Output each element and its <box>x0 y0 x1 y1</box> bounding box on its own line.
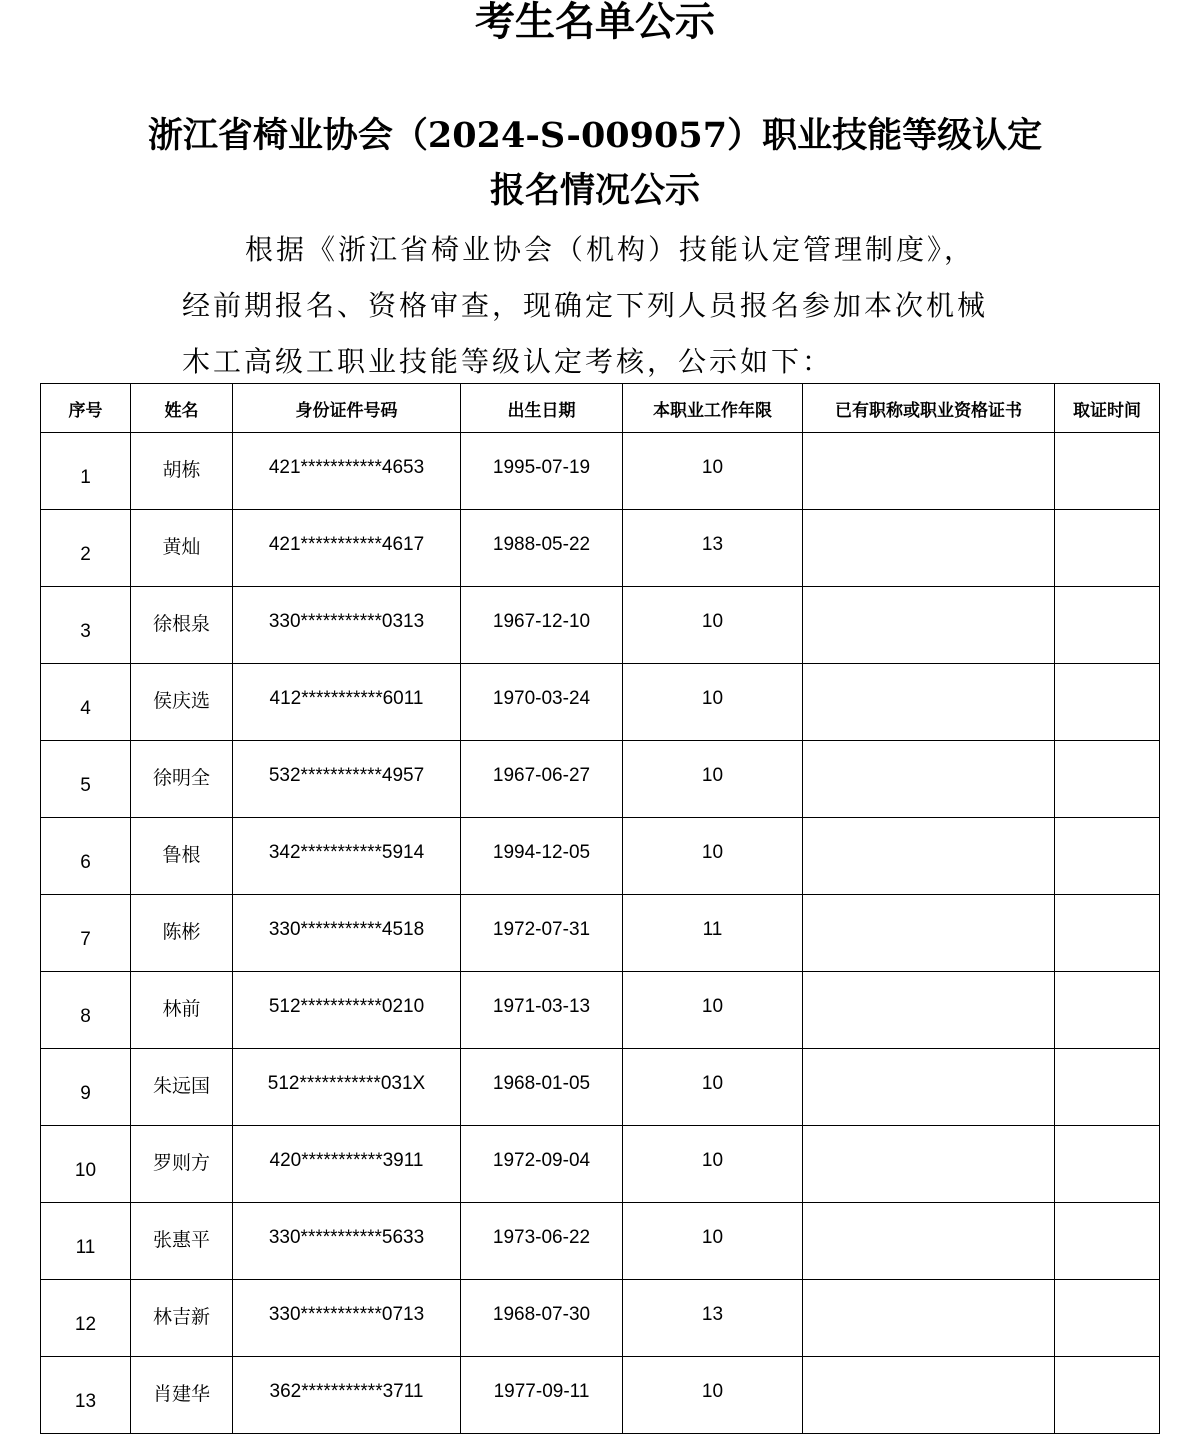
birth-date-cell: 1995-07-19 <box>461 433 623 510</box>
table-row <box>41 1357 1160 1434</box>
notice-title-line2: 报名情况公示 <box>489 170 700 211</box>
certificate-cell <box>803 1126 1055 1203</box>
row-number-cell: 11 <box>41 1203 131 1280</box>
birth-date-cell: 1967-12-10 <box>461 587 623 664</box>
birth-date-cell: 1988-05-22 <box>461 510 623 587</box>
candidate-name-cell: 徐明全 <box>131 741 233 818</box>
id-number-cell: 342***********5914 <box>233 818 461 895</box>
certificate-cell <box>803 433 1055 510</box>
work-years-cell: 10 <box>623 1049 803 1126</box>
id-number-cell: 512***********0210 <box>233 972 461 1049</box>
certificate-cell <box>803 1280 1055 1357</box>
certificate-date-cell <box>1055 1203 1160 1280</box>
row-number-cell: 13 <box>41 1357 131 1434</box>
header-cell: 已有职称或职业资格证书 <box>803 384 1055 433</box>
birth-date-cell: 1977-09-11 <box>461 1357 623 1434</box>
id-number-cell: 330***********0713 <box>233 1280 461 1357</box>
birth-date-cell: 1967-06-27 <box>461 741 623 818</box>
candidate-table <box>40 383 1160 1434</box>
work-years-cell: 10 <box>623 741 803 818</box>
table-row <box>41 895 1160 972</box>
notice-paragraph-line3: 木工高级工职业技能等级认定考核，公示如下： <box>182 345 834 378</box>
certificate-cell <box>803 1203 1055 1280</box>
row-number-cell: 9 <box>41 1049 131 1126</box>
work-years-cell: 13 <box>623 510 803 587</box>
certificate-date-cell <box>1055 1280 1160 1357</box>
work-years-cell: 10 <box>623 1357 803 1434</box>
header-cell: 身份证件号码 <box>233 384 461 433</box>
table-row <box>41 1280 1160 1357</box>
birth-date-cell: 1971-03-13 <box>461 972 623 1049</box>
row-number-cell: 4 <box>41 664 131 741</box>
id-number-cell: 330***********5633 <box>233 1203 461 1280</box>
header-cell: 序号 <box>41 384 131 433</box>
candidate-name-cell: 肖建华 <box>131 1357 233 1434</box>
candidate-name-cell: 胡栋 <box>131 433 233 510</box>
work-years-cell: 10 <box>623 1126 803 1203</box>
certificate-cell <box>803 1357 1055 1434</box>
work-years-cell: 11 <box>623 895 803 972</box>
certificate-date-cell <box>1055 1126 1160 1203</box>
work-years-cell: 10 <box>623 433 803 510</box>
notice-paragraph-line1: 根据《浙江省椅业协会（机构）技能认定管理制度》， <box>245 233 976 266</box>
table-row <box>41 1203 1160 1280</box>
row-number-cell: 5 <box>41 741 131 818</box>
birth-date-cell: 1972-07-31 <box>461 895 623 972</box>
row-number-cell: 10 <box>41 1126 131 1203</box>
birth-date-cell: 1968-07-30 <box>461 1280 623 1357</box>
candidate-name-cell: 张惠平 <box>131 1203 233 1280</box>
birth-date-cell: 1972-09-04 <box>461 1126 623 1203</box>
header-cell: 姓名 <box>131 384 233 433</box>
certificate-date-cell <box>1055 664 1160 741</box>
certificate-date-cell <box>1055 433 1160 510</box>
birth-date-cell: 1973-06-22 <box>461 1203 623 1280</box>
certificate-cell <box>803 510 1055 587</box>
candidate-name-cell: 徐根泉 <box>131 587 233 664</box>
id-number-cell: 330***********4518 <box>233 895 461 972</box>
candidate-name-cell: 林吉新 <box>131 1280 233 1357</box>
certificate-date-cell <box>1055 895 1160 972</box>
birth-date-cell: 1970-03-24 <box>461 664 623 741</box>
row-number-cell: 1 <box>41 433 131 510</box>
page-title: 考生名单公示 <box>475 0 715 45</box>
table-row <box>41 741 1160 818</box>
row-number-cell: 7 <box>41 895 131 972</box>
work-years-cell: 10 <box>623 664 803 741</box>
certificate-cell <box>803 587 1055 664</box>
row-number-cell: 3 <box>41 587 131 664</box>
work-years-cell: 10 <box>623 818 803 895</box>
notice-paragraph-line2: 经前期报名、资格审查，现确定下列人员报名参加本次机械 <box>182 289 989 322</box>
table-row <box>41 510 1160 587</box>
certificate-cell <box>803 818 1055 895</box>
id-number-cell: 330***********0313 <box>233 587 461 664</box>
certificate-date-cell <box>1055 818 1160 895</box>
birth-date-cell: 1994-12-05 <box>461 818 623 895</box>
row-number-cell: 6 <box>41 818 131 895</box>
certificate-date-cell <box>1055 510 1160 587</box>
table-row <box>41 433 1160 510</box>
candidate-name-cell: 朱远国 <box>131 1049 233 1126</box>
birth-date-cell: 1968-01-05 <box>461 1049 623 1126</box>
candidate-name-cell: 鲁根 <box>131 818 233 895</box>
certificate-cell <box>803 895 1055 972</box>
work-years-cell: 10 <box>623 1203 803 1280</box>
certificate-date-cell <box>1055 1049 1160 1126</box>
candidate-name-cell: 黄灿 <box>131 510 233 587</box>
table-row <box>41 664 1160 741</box>
certificate-date-cell <box>1055 587 1160 664</box>
id-number-cell: 512***********031X <box>233 1049 461 1126</box>
row-number-cell: 8 <box>41 972 131 1049</box>
candidate-name-cell: 陈彬 <box>131 895 233 972</box>
table-header-row <box>41 384 1160 433</box>
notice-title-line1: 浙江省椅业协会（2024-S-009057）职业技能等级认定 <box>147 115 1043 156</box>
certificate-cell <box>803 664 1055 741</box>
id-number-cell: 421***********4653 <box>233 433 461 510</box>
table-row <box>41 1049 1160 1126</box>
candidate-name-cell: 林前 <box>131 972 233 1049</box>
certificate-date-cell <box>1055 741 1160 818</box>
certificate-cell <box>803 972 1055 1049</box>
id-number-cell: 412***********6011 <box>233 664 461 741</box>
certificate-cell <box>803 1049 1055 1126</box>
certificate-date-cell <box>1055 1357 1160 1434</box>
header-cell: 出生日期 <box>461 384 623 433</box>
work-years-cell: 10 <box>623 972 803 1049</box>
id-number-cell: 421***********4617 <box>233 510 461 587</box>
table-row <box>41 818 1160 895</box>
table-row <box>41 1126 1160 1203</box>
table-row <box>41 972 1160 1049</box>
table-row <box>41 587 1160 664</box>
header-cell: 本职业工作年限 <box>623 384 803 433</box>
header-cell: 取证时间 <box>1055 384 1160 433</box>
certificate-cell <box>803 741 1055 818</box>
candidate-name-cell: 罗则方 <box>131 1126 233 1203</box>
certificate-date-cell <box>1055 972 1160 1049</box>
work-years-cell: 10 <box>623 587 803 664</box>
row-number-cell: 12 <box>41 1280 131 1357</box>
id-number-cell: 532***********4957 <box>233 741 461 818</box>
id-number-cell: 362***********3711 <box>233 1357 461 1434</box>
id-number-cell: 420***********3911 <box>233 1126 461 1203</box>
work-years-cell: 13 <box>623 1280 803 1357</box>
row-number-cell: 2 <box>41 510 131 587</box>
candidate-name-cell: 侯庆选 <box>131 664 233 741</box>
